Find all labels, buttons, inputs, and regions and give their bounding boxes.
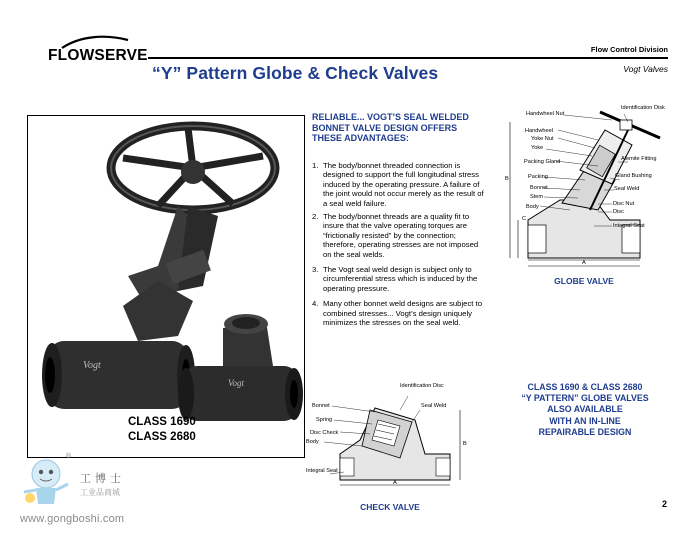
globe-dim-c: C: [522, 216, 527, 222]
list-item-number: 4.: [312, 299, 319, 309]
check-label-spring: Spring: [316, 417, 333, 423]
header-rule: [148, 57, 668, 59]
valve-photo-illustration: [28, 116, 305, 458]
watermark-subtitle: 工业品商城: [80, 488, 120, 497]
globe-label-body: Body: [526, 204, 539, 210]
globe-dim-b: B: [505, 176, 509, 182]
class-2680-label: CLASS 2680: [128, 431, 196, 443]
list-item: [312, 265, 487, 293]
availability-note: [505, 382, 665, 438]
company-logo: FLOWSERVE: [48, 47, 148, 64]
globe-valve-diagram: [500, 100, 670, 270]
list-item: [312, 299, 487, 327]
mascot-watermark-icon: [18, 452, 78, 510]
watermark-url: www.gongboshi.com: [20, 513, 125, 525]
globe-label-seal-weld: Seal Weld: [614, 186, 640, 192]
globe-label-bonnet: Bonnet: [530, 185, 548, 191]
check-valve-diagram: [300, 380, 470, 498]
list-item-number: 3.: [312, 265, 319, 275]
check-dim-b: B: [463, 441, 467, 447]
globe-label-packing-gland: Packing Gland: [524, 159, 561, 165]
advantages-heading-line: THESE ADVANTAGES:: [312, 133, 409, 143]
advantages-list: [312, 161, 487, 332]
availability-note-line: WITH AN IN-LINE: [549, 415, 621, 426]
globe-label-yoke: Yoke: [531, 145, 544, 151]
availability-note-line: “Y PATTERN” GLOBE VALVES: [521, 393, 649, 404]
globe-label-disc: Disc: [613, 209, 624, 215]
globe-label-handwheel: Handwheel: [525, 128, 553, 134]
advantages-heading-line: RELIABLE... VOGT’S SEAL WELDED: [312, 112, 469, 122]
check-label-body: Body: [306, 439, 319, 445]
check-dim-a: A: [393, 480, 397, 486]
globe-label-packing: Packing: [528, 174, 548, 180]
class-1690-label: CLASS 1690: [128, 416, 196, 428]
list-item-text: Many other bonnet weld designs are subject to combined stresses... Vogt’s design uniquely minimizes the stresses on the seal weld.: [323, 299, 482, 328]
globe-dim-a: A: [582, 260, 586, 266]
globe-label-alemite-fitting: Alemite Fitting: [621, 156, 657, 162]
list-item: [312, 161, 487, 208]
advantages-heading: [312, 112, 502, 144]
list-item-number: 2.: [312, 212, 319, 222]
page-number: 2: [661, 499, 667, 509]
svg-text:Vogt: Vogt: [228, 378, 245, 388]
globe-label-integral-seat: Integral Seat: [613, 223, 645, 229]
globe-label-handwheel-nut: Handwheel Nut: [526, 111, 565, 117]
subdivision-name: Vogt Valves: [623, 64, 668, 74]
availability-note-line: CLASS 1690 & CLASS 2680: [527, 382, 643, 392]
watermark-brand: 工博士: [80, 473, 125, 485]
list-item-number: 1.: [312, 161, 319, 170]
list-item-text: The Vogt seal weld design is subject only to circumferential stress which is induced by the operating pressure.: [323, 265, 478, 293]
check-valve-caption: CHECK VALVE: [360, 502, 420, 512]
globe-label-disc-nut: Disc Nut: [613, 201, 635, 207]
list-item: [312, 212, 487, 259]
svg-text:Vogt: Vogt: [83, 360, 101, 371]
check-label-identification-disc: Identification Disc: [400, 383, 444, 389]
availability-note-line: ALSO AVAILABLE: [547, 404, 623, 415]
check-label-disc-check: Disc Check: [310, 430, 339, 436]
globe-label-gland-bushing: Gland Bushing: [615, 173, 652, 179]
list-item-text: The body/bonnet threads are a quality fit to insure that the valve operating torques are “frictionally resisted” by the connection; therefore, operating stresses are not imposed on the seal welds.: [323, 212, 479, 259]
globe-label-yoke-nut: Yoke Nut: [531, 136, 554, 142]
list-item-text: The body/bonnet threaded connection is designed to support the full longitudinal stress induced by the operating pressure. A failure of the joint would not occur merely as the result of a seal weld failure.: [323, 161, 484, 208]
check-label-bonnet: Bonnet: [312, 403, 330, 409]
registered-mark: ®: [66, 453, 72, 460]
division-name: Flow Control Division: [590, 45, 668, 54]
valve-photo: [27, 115, 305, 458]
globe-valve-caption: GLOBE VALVE: [554, 276, 614, 286]
globe-label-identification-disk: Identification Disk: [621, 105, 665, 111]
page-title: “Y” Pattern Globe & Check Valves: [152, 63, 439, 83]
advantages-heading-line: BONNET VALVE DESIGN OFFERS: [312, 122, 458, 133]
availability-note-line: REPAIRABLE DESIGN: [538, 426, 632, 437]
check-label-seal-weld: Seal Weld: [421, 403, 447, 409]
globe-label-stem: Stem: [530, 194, 544, 200]
check-label-integral-seat: Integral Seat: [306, 468, 338, 474]
